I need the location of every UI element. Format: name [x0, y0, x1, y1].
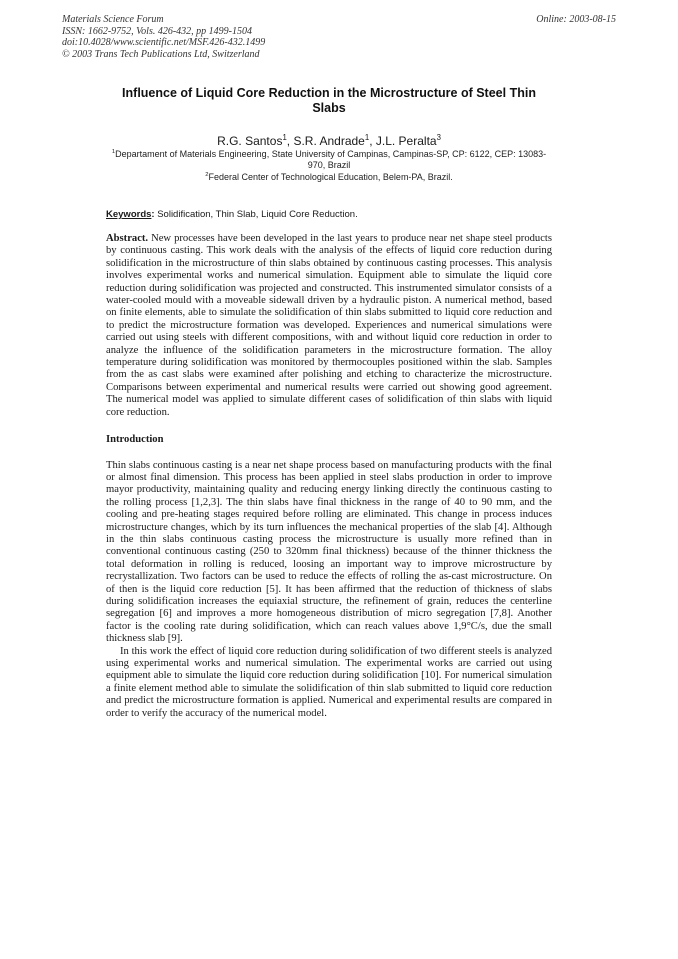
abstract-label: Abstract.: [106, 233, 149, 244]
author-name: J.L. Peralta: [375, 134, 437, 148]
author-name: S.R. Andrade: [293, 134, 365, 148]
affiliation-1: [106, 149, 552, 171]
author-superscript: 1: [364, 133, 370, 142]
keywords-text: Solidification, Thin Slab, Liquid Core Reduction.: [157, 209, 358, 220]
author-list: R.G. Santos$^1$, S.R. Andrade$^1$, J.L. Peralta$^3$: [217, 133, 441, 148]
keywords-line: Keywords: Solidification, Thin Slab, Liquid Core Reduction.: [106, 209, 358, 220]
abstract: [106, 233, 552, 419]
copyright-line: © 2003 Trans Tech Publications Ltd, Switzerland: [62, 48, 260, 60]
author-name: R.G. Santos: [217, 134, 283, 148]
affiliation-2: [106, 172, 552, 183]
introduction-paragraph-2: In this work the effect of liquid core reduction during solidification of two different steels is analyzed using experimental works and numerical simulation. The experimental works are carried out using equipment able to simulate the liquid core reduction during solidification [10]. For numerical simulation a finite element method able to simulate the solidification of thin slab submitted to liquid core reduction and predict the microstructure formation is applied. Numerical and experimental results are compared in order to verify the accuracy of the numerical model.: [106, 645, 552, 719]
introduction-paragraph-1: Thin slabs continuous casting is a near net shape process based on manufacturing products with the final or almost final dimension. This process has been applied in steel slabs production in order to improve mayor productivity, maintaining quality and reducing energy linking directly the continuous casting to the rolling process [1,2,3]. The thin slabs have final thickness in the range of 40 to 90 mm, and the cooling and pre-heating stages required before rolling are eliminated. This change in process induces microstructure changes, which by its turn influences the mechanical properties of the slab [4]. Although in the thin slabs continuous casting process the microstructure is usually more refined than in conventional continuous casting (250 to 320mm final thickness) because of the thinner thickness the total deformation in rolling is reduced, loosing an important way to improve microstructure by recrystallization. Two factors can be used to reduce the effects of rolling the as-cast microstructure. On of then is the liquid core reduction [5]. It has been affirmed that the reduction of thickness of slabs during solidification increases the equiaxial structure, the refinement of grain, reduces the centerline segregation [6] and improves a more homogeneous distribution of micro segregation [7,8]. Another factor is the cooling rate during solidification, which can reach values above 1,9°C/s, due the small thickness slab [9].: [106, 459, 552, 645]
paper-title: Influence of Liquid Core Reduction in the Microstructure of Steel Thin Slabs: [122, 86, 536, 115]
author-superscript: 1: [282, 133, 287, 142]
doi-line: doi:10.4028/www.scientific.net/MSF.426-432.1499: [62, 37, 266, 48]
author-superscript: 3: [436, 133, 441, 142]
issn-line: ISSN: 1662-9752, Vols. 426-432, pp 1499-1504: [62, 25, 252, 37]
affiliation-text: Departament of Materials Engineering, State University of Campinas, Campinas-SP, CP: 6122, CEP: 13083-970, Brazil: [115, 149, 547, 170]
affiliation-text: Federal Center of Technological Education, Belem-PA, Brazil.: [208, 172, 453, 182]
paper-body: [106, 86, 552, 720]
affiliation-superscript: 1: [111, 149, 116, 155]
abstract-text: New processes have been developed in the last years to produce near net shape steel products by continuous casting. This work deals with the analysis of the effects of liquid core reduction during solidification in the microstructure of thin slabs obtained by continuous casting processes. This analysis involves experimental works and numerical simulation. Equipment able to simulate the liquid core reduction during solidification was projected and constructed. This instrumented simulator consists of a water-cooled mould with a moveable sidewall driven by a hydraulic piston. A numerical method, based on finite elements, able to simulate the solidification of thin slabs submitted to liquid core reduction and to predict the microstructure formation was developed. Experiences and numerical simulations were carried out using steels with different compositions, with and without liquid core reduction in order to analyze the influence of the solidification parameters in the microstructure formation. The alloy temperature during solidification was monitored by thermocouples positioned within the slab. Samples from the as cast slabs were examined after polishing and etching to characterize the microstructure. Comparisons between experimental and numerical results were carried out showing good agreement. The numerical model was applied to simulate different cases of solidification of thin slabs with liquid core reduction.: [106, 233, 552, 418]
keywords-label: Keywords: [106, 209, 152, 220]
section-heading-introduction: Introduction: [106, 434, 164, 446]
affiliation-superscript: 2: [205, 172, 209, 178]
online-date: Online: 2003-08-15: [536, 14, 616, 25]
publication-info: [62, 14, 265, 60]
journal-name: Materials Science Forum: [62, 14, 164, 25]
